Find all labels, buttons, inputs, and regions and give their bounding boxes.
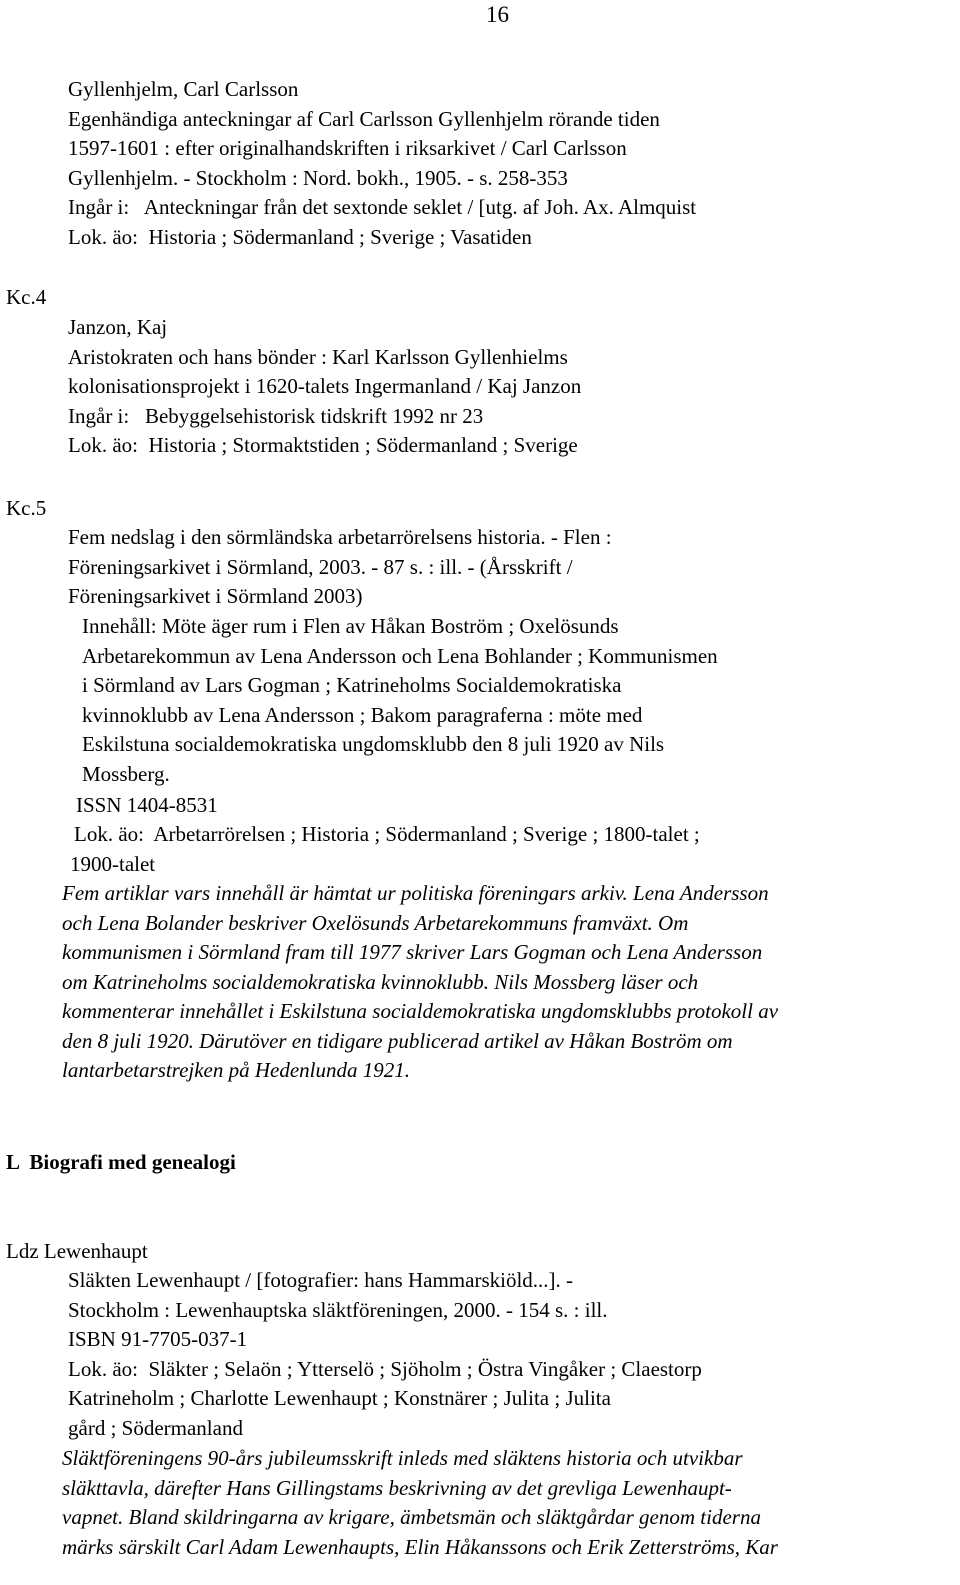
entry-series: Föreningsarkivet i Sörmland 2003) [68,584,363,608]
entry-ldz [68,1266,702,1443]
contents-line: Eskilstuna socialdemokratiska ungdomsklubb den 8 juli 1920 av Nils [82,732,665,756]
note-line: märks särskilt Carl Adam Lewenhaupts, Elin Håkanssons och Erik Zetterströms, Kar [62,1534,778,1559]
note-line: och Lena Bolander beskriver Oxelösunds Arbetarekommuns framväxt. Om [62,910,689,935]
note-line: Släktföreningens 90-års jubileumsskrift inleds med släktens historia och utvikbar [62,1446,743,1470]
entry-author: Janzon, Kaj [68,315,168,339]
entry-kc4 [68,313,581,461]
note-line: kommunismen i Sörmland fram till 1977 skriver Lars Gogman och Lena Andersson [62,940,763,964]
entry-subjects: Katrineholm ; Charlotte Lewenhaupt ; Konstnärer ; Julita ; Julita [68,1386,611,1410]
section-heading: L Biografi med genealogi [6,1150,236,1174]
note-line: om Katrineholms socialdemokratiska kvinnoklubb. Nils Mossberg läser och [62,969,699,994]
entry-subjects: Lok. äo: Historia ; Stormaktstiden ; Södermanland ; Sverige [68,433,578,457]
contents-line: i Sörmland av Lars Gogman ; Katrineholms Socialdemokratiska [82,673,622,697]
page-number: 16 [486,2,509,27]
note-line: den 8 juli 1920. Därutöver en tidigare publicerad artikel av Håkan Boström om [62,1028,733,1053]
entry-note [62,879,778,1086]
entry-subjects: gård ; Södermanland [68,1415,243,1440]
note-line: vapnet. Bland skildringarna av krigare, ämbetsmän och släktgårdar genom tiderna [62,1505,761,1529]
entry-title: Egenhändiga anteckningar af Carl Carlsson Gyllenhjelm rörande tiden [68,106,660,131]
classification-code: Ldz Lewenhaupt [6,1239,148,1263]
entry-subjects-block [70,820,700,879]
entry-imprint: Stockholm : Lewenhauptska släktföreningen, 2000. - 154 s. : ill. [68,1297,608,1322]
entry-title: 1597-1601 : efter originalhandskriften i riksarkivet / Carl Carlsson [68,136,627,160]
entry-title: Släkten Lewenhaupt / [fotografier: hans Hammarskiöld...]. - [68,1268,574,1292]
entry-part-of: Ingår i: Bebyggelsehistorisk tidskrift 1992 nr 23 [68,403,484,428]
entry-gyllenhjelm [68,75,696,252]
entry-title: kolonisationsprojekt i 1620-talets Ingermanland / Kaj Janzon [68,374,582,398]
entry-title: Aristokraten och hans bönder : Karl Karlsson Gyllenhielms [68,344,568,369]
classification-code: Kc.5 [6,496,47,520]
entry-subjects: Lok. äo: Arbetarrörelsen ; Historia ; Södermanland ; Sverige ; 1800-talet ; [74,822,700,846]
note-line: Fem artiklar vars innehåll är hämtat ur politiska föreningars arkiv. Lena Andersson [62,881,769,905]
entry-subjects: Lok. äo: Historia ; Södermanland ; Sverige ; Vasatiden [68,224,532,249]
contents-line: Mossberg. [82,761,170,786]
entry-contents [82,612,718,789]
entry-imprint: Gyllenhjelm. - Stockholm : Nord. bokh., 1905. - s. 258-353 [68,165,568,190]
note-line: släkttavla, därefter Hans Gillingstams beskrivning av det grevliga Lewenhaupt- [62,1475,732,1500]
entry-author: Gyllenhjelm, Carl Carlsson [68,77,299,101]
entry-subjects: 1900-talet [70,851,156,876]
note-line: lantarbetarstrejken på Hedenlunda 1921. [62,1058,411,1082]
entry-part-of: Ingår i: Anteckningar från det sextonde seklet / [utg. af Joh. Ax. Almquist [68,195,697,219]
entry-title: Fem nedslag i den sörmländska arbetarrörelsens historia. - Flen : [68,525,612,549]
entry-note [62,1444,778,1562]
entry-subjects: Lok. äo: Släkter ; Selaön ; Ytterselö ; Sjöholm ; Östra Vingåker ; Claestorp [68,1356,702,1381]
entry-kc5 [68,523,612,612]
note-line: kommenterar innehållet i Eskilstuna socialdemokratiska ungdomsklubbs protokoll av [62,999,779,1023]
contents-line: Innehåll: Möte äger rum i Flen av Håkan Boström ; Oxelösunds [82,614,619,638]
contents-line: kvinnoklubb av Lena Andersson ; Bakom paragraferna : möte med [82,702,643,727]
entry-isbn: ISBN 91-7705-037-1 [68,1327,248,1351]
contents-line: Arbetarekommun av Lena Andersson och Lena Bohlander ; Kommunismen [82,643,718,668]
classification-code: Kc.4 [6,285,47,309]
entry-imprint: Föreningsarkivet i Sörmland, 2003. - 87 s. : ill. - (Årsskrift / [68,554,573,579]
entry-issn: ISSN 1404-8531 [76,793,218,817]
